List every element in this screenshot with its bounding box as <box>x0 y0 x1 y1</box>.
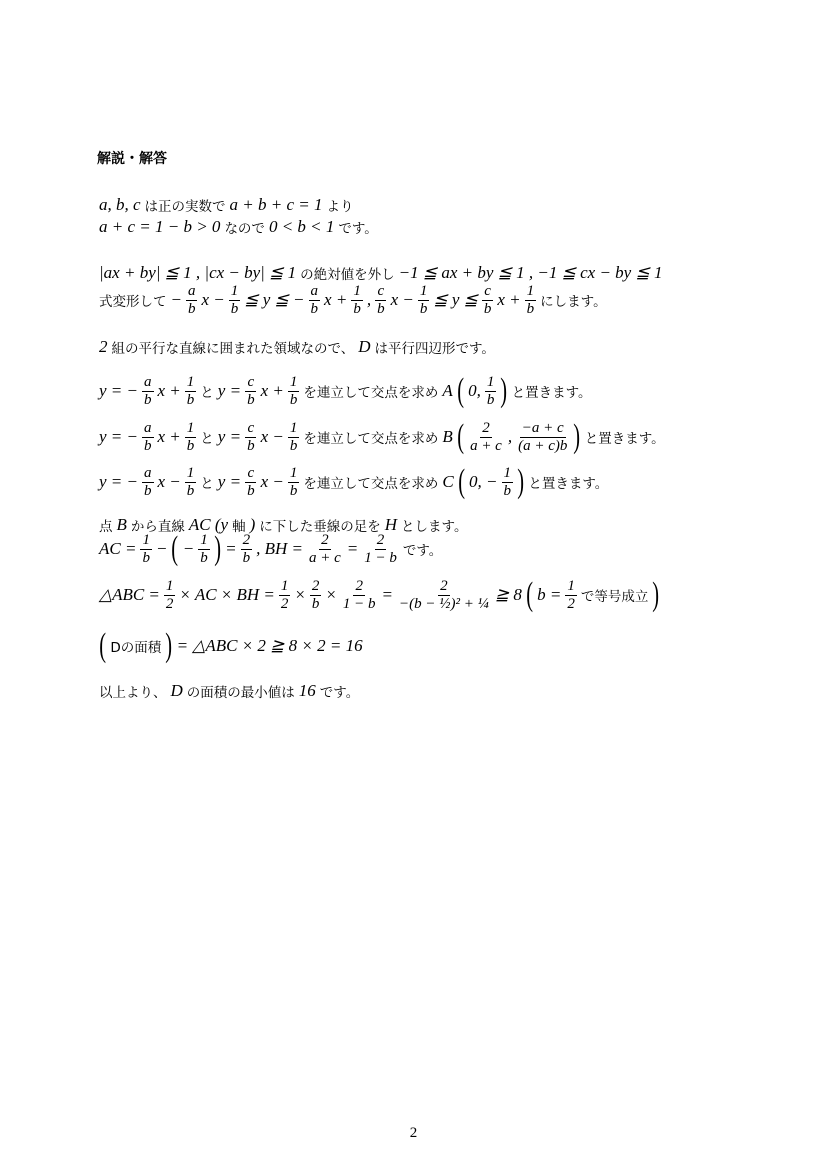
math-text: H <box>384 515 398 534</box>
numerator: 1 <box>142 531 150 548</box>
numerator: 1 <box>567 577 575 594</box>
paren: ) <box>165 627 173 664</box>
numerator: −a + c <box>521 419 564 436</box>
math-text: 0, <box>468 381 481 400</box>
numerator: 2 <box>376 531 385 548</box>
body-text: と <box>200 385 214 401</box>
denominator: b <box>200 549 208 566</box>
paren: ( <box>526 576 533 613</box>
denominator: b <box>483 300 492 317</box>
math-text: y = − <box>99 472 138 491</box>
math-text: x − <box>390 290 414 309</box>
math-text: ) <box>249 515 256 534</box>
denominator: b <box>186 482 195 499</box>
numerator: 1 <box>289 419 298 436</box>
numerator: a <box>144 419 152 436</box>
numerator: 1 <box>486 373 495 390</box>
denominator: b <box>353 300 361 317</box>
math-text: 0 < b < 1 <box>268 217 335 236</box>
denominator: b <box>186 391 195 408</box>
numerator: 2 <box>440 577 448 594</box>
numerator: 1 <box>289 464 298 481</box>
body-text: です。 <box>319 685 360 701</box>
fraction <box>185 374 197 409</box>
body-text: とします。 <box>401 519 468 535</box>
math-text: y = <box>217 427 242 446</box>
denominator: 1 − b <box>342 595 376 612</box>
fraction <box>164 578 176 613</box>
math-text: a + b + c = 1 <box>229 195 323 214</box>
numerator: c <box>377 282 385 299</box>
fraction <box>245 420 257 455</box>
math-text: AC (y <box>188 515 229 534</box>
fraction <box>245 374 257 409</box>
text-line <box>97 529 444 569</box>
fraction <box>142 374 154 409</box>
fraction <box>418 283 430 318</box>
math-text: x − <box>260 427 284 446</box>
numerator: c <box>484 282 491 299</box>
body-text: を連立して交点を求め <box>303 431 439 447</box>
text-line <box>97 417 667 457</box>
body-text: を連立して交点を求め <box>303 476 439 492</box>
denominator: b <box>247 482 255 499</box>
denominator: 1 − b <box>364 549 397 566</box>
paren: ( <box>457 372 464 409</box>
numerator: 1 <box>289 373 298 390</box>
text-line <box>97 280 609 320</box>
paren: ) <box>573 418 581 455</box>
fraction <box>351 283 363 318</box>
numerator: 1 <box>230 282 239 299</box>
fraction <box>362 532 399 567</box>
numerator: c <box>247 373 255 390</box>
numerator: a <box>187 282 196 299</box>
paren: ( <box>99 627 107 664</box>
fraction <box>198 532 210 567</box>
fraction <box>468 420 504 455</box>
body-text: は平行四辺形です。 <box>374 341 495 357</box>
body-text: と置きます。 <box>511 385 592 401</box>
paren: ( <box>457 463 465 500</box>
body-text: と <box>200 476 214 492</box>
math-text: − <box>182 539 195 558</box>
fraction <box>140 532 152 567</box>
math-text: x + <box>324 290 348 309</box>
fraction <box>229 283 241 318</box>
denominator: b <box>144 437 152 454</box>
numerator: 1 <box>526 282 535 299</box>
numerator: 1 <box>186 419 195 436</box>
body-text: の面積の最小値は <box>186 685 295 701</box>
fraction <box>186 283 198 318</box>
section-heading: 解説・解答 <box>97 151 167 167</box>
math-text: b = <box>537 585 562 604</box>
fraction <box>375 283 387 318</box>
denominator: b <box>377 300 385 317</box>
math-text: × AC × BH = <box>179 585 275 604</box>
numerator: 1 <box>280 577 289 594</box>
denominator: a + c <box>308 549 341 566</box>
body-text: で等号成立 <box>580 589 649 605</box>
numerator: a <box>144 373 152 390</box>
paren: ) <box>214 530 221 567</box>
denominator: b <box>503 482 511 499</box>
math-text: × <box>325 585 337 604</box>
body-text: 以上より、 <box>99 685 167 701</box>
text-line <box>97 575 662 615</box>
text-line <box>97 462 610 502</box>
math-text: y = − <box>99 381 138 400</box>
fraction <box>310 578 322 613</box>
math-text: AC = <box>99 539 137 558</box>
denominator: b <box>187 300 196 317</box>
body-text: と置きます。 <box>528 476 609 492</box>
math-text: − <box>170 290 182 309</box>
denominator: b <box>247 437 255 454</box>
math-text: = △ABC × 2 ≧ 8 × 2 = 16 <box>176 636 363 655</box>
denominator: b <box>289 391 298 408</box>
body-text: Dの面積 <box>110 640 162 656</box>
math-text: D <box>170 681 183 700</box>
body-text: 式変形して <box>99 294 167 310</box>
math-text: A <box>442 381 453 400</box>
math-text: y = <box>217 472 242 491</box>
numerator: 1 <box>503 464 511 481</box>
numerator: 2 <box>311 577 320 594</box>
math-text: x − <box>201 290 225 309</box>
body-text: を連立して交点を求め <box>303 385 439 401</box>
math-text: ≦ y ≦ − <box>244 290 305 309</box>
denominator: −(b − ½)² + ¼ <box>398 595 489 612</box>
fraction <box>525 283 537 318</box>
math-text: , <box>366 290 372 309</box>
fraction <box>482 283 494 318</box>
denominator: b <box>419 300 428 317</box>
math-text: a, b, c <box>99 195 141 214</box>
numerator: 1 <box>165 577 174 594</box>
text-line <box>97 327 497 367</box>
numerator: 2 <box>482 419 490 436</box>
denominator: b <box>289 482 298 499</box>
math-text: ≧ 8 <box>494 585 522 604</box>
denominator: b <box>247 391 255 408</box>
denominator: b <box>311 595 320 612</box>
numerator: 2 <box>321 531 329 548</box>
body-text: にします。 <box>540 294 607 310</box>
denominator: b <box>142 549 150 566</box>
math-text: = <box>346 539 359 558</box>
math-text: 2 <box>99 337 108 356</box>
paren: ( <box>171 530 179 567</box>
text-line <box>97 671 361 711</box>
fraction <box>565 578 577 613</box>
fraction <box>241 532 253 567</box>
numerator: 2 <box>242 531 251 548</box>
denominator: 2 <box>567 595 575 612</box>
math-text: , <box>507 427 513 446</box>
fraction <box>341 578 378 613</box>
numerator: 1 <box>353 282 361 299</box>
denominator: 2 <box>165 595 174 612</box>
page-number: 2 <box>409 1125 418 1141</box>
fraction <box>288 465 300 500</box>
denominator: 2 <box>280 595 289 612</box>
fraction <box>142 465 154 500</box>
body-text: より <box>326 199 354 215</box>
denominator: b <box>526 300 535 317</box>
math-text: x − <box>260 472 284 491</box>
math-text: B <box>442 427 453 446</box>
math-text: a + c = 1 − b > 0 <box>99 217 221 236</box>
body-text: 組の平行な直線に囲まれた領域なので、 <box>111 341 355 357</box>
numerator: 1 <box>419 282 428 299</box>
fraction <box>485 374 497 409</box>
math-text: y = − <box>99 427 138 446</box>
numerator: 2 <box>355 577 363 594</box>
body-text: 軸 <box>232 519 246 535</box>
body-text: と <box>200 431 214 447</box>
math-text: , BH = <box>256 539 303 558</box>
fraction <box>185 420 197 455</box>
math-text: x − <box>157 472 181 491</box>
denominator: b <box>144 391 152 408</box>
fraction <box>307 532 343 567</box>
body-text: です。 <box>338 221 378 237</box>
numerator: 1 <box>200 531 208 548</box>
denominator: b <box>230 300 239 317</box>
denominator: b <box>486 391 495 408</box>
numerator: c <box>247 419 255 436</box>
math-text: △ABC = <box>99 585 160 604</box>
numerator: 1 <box>186 464 195 481</box>
body-text: なので <box>224 221 265 237</box>
denominator: b <box>289 437 298 454</box>
fraction <box>516 420 569 455</box>
fraction <box>397 578 491 613</box>
math-text: = <box>225 539 237 558</box>
body-text: 点 <box>99 519 113 535</box>
math-text: x + <box>157 427 181 446</box>
math-text: D <box>358 337 371 356</box>
fraction <box>502 465 514 500</box>
math-text: x + <box>497 290 521 309</box>
body-text: に下した垂線の足を <box>259 519 381 535</box>
numerator: c <box>247 464 255 481</box>
math-text: C <box>442 472 454 491</box>
paren: ) <box>652 576 660 613</box>
denominator: (a + c)b <box>518 437 568 454</box>
numerator: a <box>310 282 319 299</box>
text-line <box>97 207 380 247</box>
body-text: は正の実数で <box>144 199 226 215</box>
fraction <box>309 283 321 318</box>
text-line <box>97 626 365 666</box>
body-text: から直線 <box>130 519 185 535</box>
math-text: × <box>294 585 306 604</box>
paren: ) <box>500 372 508 409</box>
denominator: b <box>144 482 152 499</box>
fraction <box>245 465 257 500</box>
paren: ( <box>457 418 464 455</box>
body-text: の絶対値を外し <box>300 267 395 283</box>
math-text: |ax + by| ≦ 1 , |cx − by| ≦ 1 <box>99 263 297 282</box>
math-text: x + <box>157 381 181 400</box>
fraction <box>142 420 154 455</box>
fraction <box>185 465 197 500</box>
math-text: 0, − <box>469 472 498 491</box>
numerator: a <box>144 464 152 481</box>
numerator: 1 <box>186 373 195 390</box>
denominator: a + c <box>470 437 502 454</box>
body-text: です。 <box>402 543 443 559</box>
math-text: − <box>155 539 168 558</box>
denominator: b <box>242 549 251 566</box>
fraction <box>288 374 300 409</box>
fraction <box>279 578 291 613</box>
math-text: x + <box>260 381 284 400</box>
math-text: ≦ y ≦ <box>433 290 478 309</box>
body-text: と置きます。 <box>584 431 665 447</box>
math-text: = <box>381 585 393 604</box>
math-text: B <box>116 515 127 534</box>
paren: ) <box>517 463 525 500</box>
fraction <box>288 420 300 455</box>
math-text: −1 ≦ ax + by ≦ 1 , −1 ≦ cx − by ≦ 1 <box>398 263 663 282</box>
denominator: b <box>186 437 195 454</box>
math-text: 16 <box>298 681 316 700</box>
denominator: b <box>310 300 319 317</box>
math-text: y = <box>217 381 242 400</box>
text-line <box>97 371 594 411</box>
